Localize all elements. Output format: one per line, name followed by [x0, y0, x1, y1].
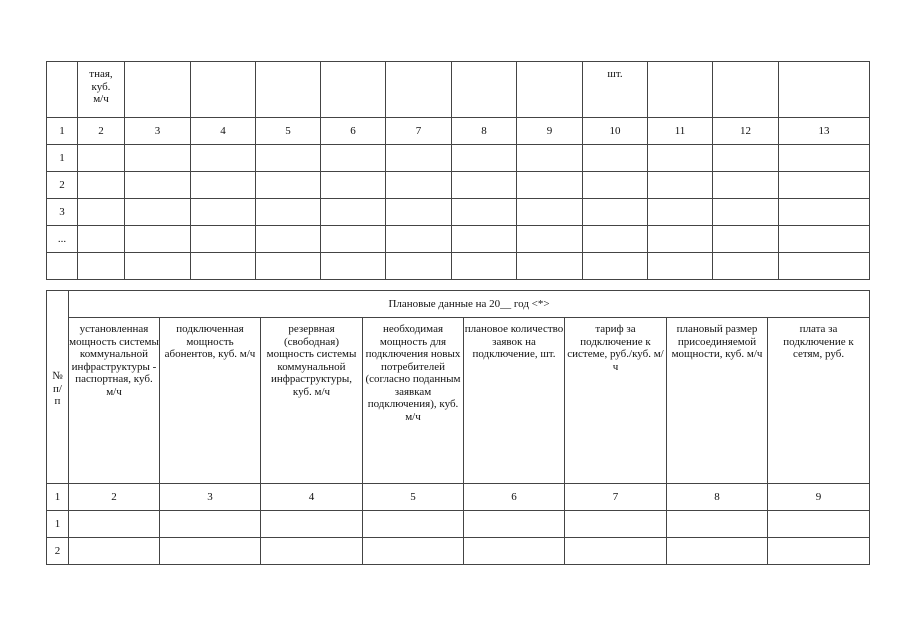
table-row	[47, 538, 870, 565]
column-number: 9	[768, 484, 870, 511]
column-number: 5	[256, 118, 321, 145]
column-header-row	[47, 318, 870, 484]
table-row	[47, 511, 870, 538]
table-row	[47, 199, 870, 226]
column-number: 5	[363, 484, 464, 511]
header-cell	[779, 62, 870, 118]
row-label: 1	[47, 511, 69, 538]
header-cell	[713, 62, 779, 118]
column-header: установленная мощность системы коммунальной инфраструктуры - паспортная, куб. м/ч	[69, 318, 160, 484]
column-number: 6	[464, 484, 565, 511]
column-number: 9	[517, 118, 583, 145]
row-number-header: № п/ п	[47, 291, 69, 484]
header-cell	[321, 62, 386, 118]
column-number-row	[47, 118, 870, 145]
top-table	[46, 61, 870, 280]
column-number: 2	[78, 118, 125, 145]
row-label: 2	[47, 172, 78, 199]
column-number: 8	[452, 118, 517, 145]
column-number: 3	[125, 118, 191, 145]
column-number: 7	[386, 118, 452, 145]
column-number: 2	[69, 484, 160, 511]
column-header: необходимая мощность для подключения новых потребителей (согласно поданным заявкам подключения), куб. м/ч	[363, 318, 464, 484]
header-cell	[386, 62, 452, 118]
table-row	[47, 172, 870, 199]
column-number: 8	[667, 484, 768, 511]
bottom-table	[46, 290, 870, 565]
header-cell-blank	[47, 62, 78, 118]
column-number: 1	[47, 118, 78, 145]
planned-data-title: Плановые данные на 20__ год <*>	[69, 291, 870, 318]
row-label: 2	[47, 538, 69, 565]
column-number: 12	[713, 118, 779, 145]
column-header: плановый размер присоединяемой мощности, куб. м/ч	[667, 318, 768, 484]
table-row	[47, 253, 870, 280]
header-cell: шт.	[583, 62, 648, 118]
column-number: 7	[565, 484, 667, 511]
column-header: резервная (свободная) мощность системы коммунальной инфраструктуры, куб. м/ч	[261, 318, 363, 484]
row-label: 3	[47, 199, 78, 226]
column-number: 3	[160, 484, 261, 511]
row-label: ...	[47, 226, 78, 253]
column-header: плата за подключение к сетям, руб.	[768, 318, 870, 484]
row-label	[47, 253, 78, 280]
top-header-row	[47, 62, 870, 118]
planned-header-row	[47, 291, 870, 318]
table-row	[47, 145, 870, 172]
column-number: 4	[261, 484, 363, 511]
column-number: 11	[648, 118, 713, 145]
row-label: 1	[47, 145, 78, 172]
column-number: 6	[321, 118, 386, 145]
header-cell	[191, 62, 256, 118]
header-cell	[648, 62, 713, 118]
header-cell	[452, 62, 517, 118]
column-header: плановое количество заявок на подключение, шт.	[464, 318, 565, 484]
column-number: 1	[47, 484, 69, 511]
header-cell	[256, 62, 321, 118]
column-header: подключенная мощность абонентов, куб. м/ч	[160, 318, 261, 484]
column-number-row	[47, 484, 870, 511]
column-number: 10	[583, 118, 648, 145]
table-row	[47, 226, 870, 253]
header-cell	[125, 62, 191, 118]
header-cell: тная, куб. м/ч	[78, 62, 125, 118]
header-cell	[517, 62, 583, 118]
column-header: тариф за подключение к системе, руб./куб. м/ч	[565, 318, 667, 484]
column-number: 13	[779, 118, 870, 145]
column-number: 4	[191, 118, 256, 145]
